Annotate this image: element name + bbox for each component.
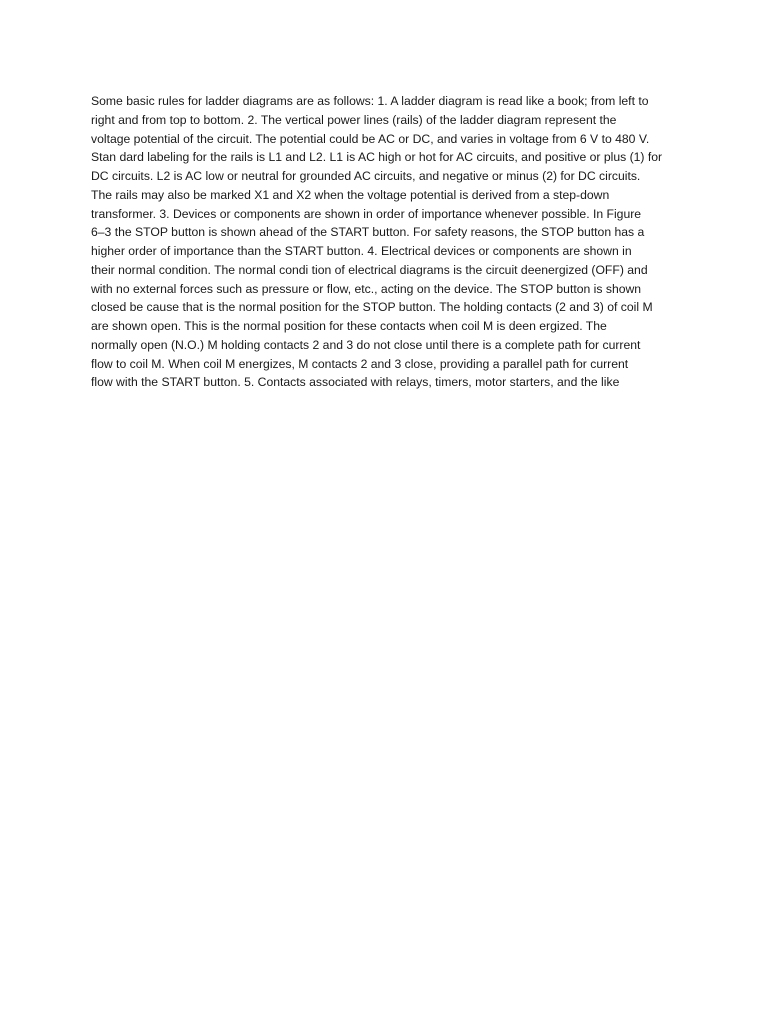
text-line: flow with the START button. 5. Contacts associated with relays, timers, motor starters, and the like bbox=[91, 375, 620, 390]
text-line: Some basic rules for ladder diagrams are as follows: 1. A ladder diagram is read like a book; from left to bbox=[91, 94, 649, 108]
text-line: 6–3 the STOP button is shown ahead of the START button. For safety reasons, the STOP button has a bbox=[91, 225, 645, 240]
text-line: normally open (N.O.) M holding contacts 2 and 3 do not close until there is a complete path for current bbox=[91, 337, 641, 352]
text-line: voltage potential of the circuit. The potential could be AC or DC, and varies in voltage from 6 V to 480 V. bbox=[91, 131, 650, 146]
text-line: are shown open. This is the normal position for these contacts when coil M is deen ergized. The bbox=[91, 319, 607, 333]
text-line: transformer. 3. Devices or components are shown in order of importance whenever possible. In Figure bbox=[91, 206, 642, 221]
text-line: The rails may also be marked X1 and X2 when the voltage potential is derived from a step-down bbox=[91, 187, 610, 202]
text-line: right and from top to bottom. 2. The vertical power lines (rails) of the ladder diagram represent the bbox=[91, 112, 617, 127]
text-line: with no external forces such as pressure or flow, etc., acting on the device. The STOP button is shown bbox=[91, 281, 642, 296]
text-line: Stan dard labeling for the rails is L1 and L2. L1 is AC high or hot for AC circuits, and positive or plus (1) for bbox=[91, 150, 663, 165]
text-line: their normal condition. The normal condi tion of electrical diagrams is the circuit deenergized (OFF) and bbox=[91, 262, 648, 277]
text-line: closed be cause that is the normal position for the STOP button. The holding contacts (2 and 3) of coil M bbox=[91, 300, 653, 315]
text-line: higher order of importance than the START button. 4. Electrical devices or components are shown in bbox=[91, 244, 632, 258]
body-paragraph bbox=[91, 92, 681, 392]
text-line: DC circuits. L2 is AC low or neutral for grounded AC circuits, and negative or minus (2) for DC circuits. bbox=[91, 169, 641, 183]
text-line: flow to coil M. When coil M energizes, M contacts 2 and 3 close, providing a parallel path for current bbox=[91, 356, 629, 371]
